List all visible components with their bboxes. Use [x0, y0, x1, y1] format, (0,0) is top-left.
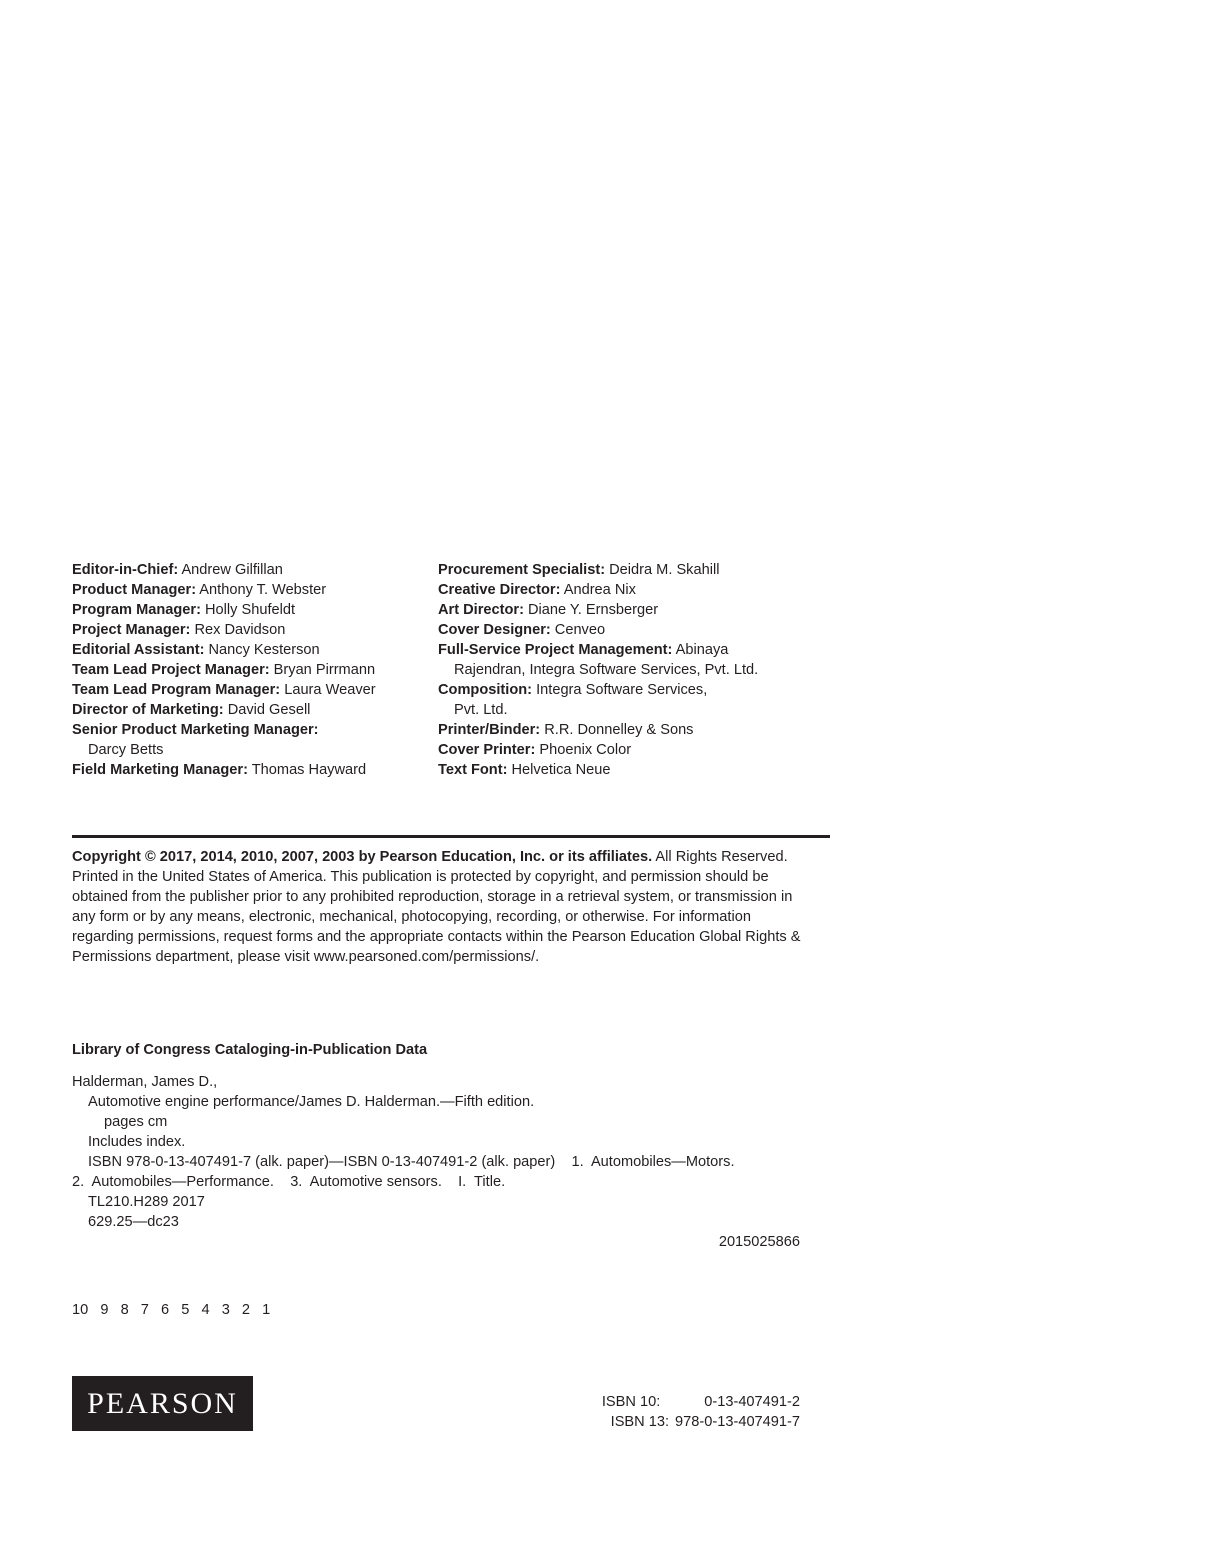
credit-name: Bryan Pirrmann [269, 662, 376, 678]
credit-role: Cover Designer: [438, 622, 551, 638]
credits-left-column [72, 560, 422, 780]
credit-line [72, 600, 422, 620]
credit-name-continued: Rajendran, Integra Software Services, Pvt. Ltd. [454, 662, 759, 678]
credit-line [438, 600, 818, 620]
credit-role: Director of Marketing: [72, 702, 224, 718]
credit-line [72, 660, 422, 680]
credit-name: Abinaya [672, 642, 729, 658]
isbn13-label: ISBN 13: [610, 1414, 670, 1430]
credit-name: David Gesell [223, 702, 311, 718]
isbn10-label: ISBN 10: [601, 1394, 661, 1410]
credit-line [72, 760, 422, 780]
credit-line [72, 640, 422, 660]
credit-line [72, 620, 422, 640]
credit-role: Project Manager: [72, 622, 191, 638]
credit-role: Field Marketing Manager: [72, 762, 248, 778]
credit-line [438, 760, 818, 780]
credit-line [438, 740, 818, 760]
credit-name: Andrew Gilfillan [178, 562, 283, 578]
credit-role: Team Lead Project Manager: [72, 662, 270, 678]
credit-line [438, 580, 818, 600]
credits-right-column [438, 560, 818, 780]
cip-lc-class: TL210.H289 2017 [88, 1194, 205, 1210]
credit-name: Thomas Hayward [247, 762, 367, 778]
isbn10-row [560, 1392, 800, 1412]
credit-name: Phoenix Color [535, 742, 632, 758]
printing-line: 10 9 8 7 6 5 4 3 2 1 [72, 1302, 271, 1318]
section-divider [72, 835, 830, 838]
credit-name: Rex Davidson [190, 622, 286, 638]
credit-line [438, 680, 818, 700]
credit-role: Creative Director: [438, 582, 561, 598]
pearson-logo [72, 1376, 253, 1431]
credit-line [72, 720, 422, 740]
credit-line [438, 620, 818, 640]
credit-name: Cenveo [550, 622, 606, 638]
credit-name: Integra Software Services, [532, 682, 708, 698]
credit-line [72, 680, 422, 700]
credit-name: Deidra M. Skahill [605, 562, 720, 578]
credit-role: Full-Service Project Management: [438, 642, 673, 658]
credit-line [72, 700, 422, 720]
cip-isbn-line: ISBN 978-0-13-407491-7 (alk. paper)—ISBN 0-13-407491-2 (alk. paper) 1. Automobiles—Motors. [88, 1154, 735, 1170]
credit-role: Senior Product Marketing Manager: [72, 722, 319, 738]
copyright-text: All Rights Reserved. Printed in the United States of America. This publication is protected by copyright, and permission should be obtained from the publisher prior to any prohibited reproduction, storage in a retrieval system, or transmission in any form or by any means, electronic, mechanical, photocopying, recording, or otherwise. For information regarding permissions, request forms and the appropriate contacts within the Pearson Education Global Rights & Permissions department, please visit www.pearsoned.com/permissions/. [72, 849, 801, 965]
credit-role: Text Font: [438, 762, 508, 778]
cip-pages: pages cm [104, 1114, 168, 1130]
credit-name: Diane Y. Ernsberger [523, 602, 659, 618]
cip-dewey: 629.25—dc23 [88, 1214, 179, 1230]
credit-name-continued: Darcy Betts [88, 742, 164, 758]
lccn-number: 2015025866 [718, 1234, 800, 1250]
copyright-notice [72, 847, 812, 967]
isbn10-value: 0-13-407491-2 [704, 1394, 800, 1410]
credit-role: Editor-in-Chief: [72, 562, 179, 578]
credit-role: Editorial Assistant: [72, 642, 205, 658]
credit-name: Laura Weaver [280, 682, 376, 698]
cip-subjects: 2. Automobiles—Performance. 3. Automotive sensors. I. Title. [72, 1174, 506, 1190]
isbn13-row [560, 1412, 800, 1432]
cip-author: Halderman, James D., [72, 1074, 218, 1090]
credit-name: R.R. Donnelley & Sons [540, 722, 694, 738]
cip-title: Automotive engine performance/James D. Halderman.—Fifth edition. [88, 1094, 535, 1110]
credit-name-continued: Pvt. Ltd. [454, 702, 508, 718]
credit-name: Andrea Nix [560, 582, 636, 598]
isbn13-value: 978-0-13-407491-7 [675, 1414, 800, 1430]
credit-line [438, 640, 818, 660]
logo-text: PEARSON [87, 1386, 238, 1420]
isbn-block [560, 1392, 800, 1432]
credit-role: Product Manager: [72, 582, 197, 598]
cip-heading: Library of Congress Cataloging-in-Publication Data [72, 1042, 428, 1058]
credit-role: Printer/Binder: [438, 722, 541, 738]
cip-block [72, 1072, 812, 1232]
credit-role: Art Director: [438, 602, 524, 618]
credit-role: Procurement Specialist: [438, 562, 606, 578]
copyright-holder: Copyright © 2017, 2014, 2010, 2007, 2003 by Pearson Education, Inc. or its affiliates. [72, 849, 653, 865]
credit-line [72, 580, 422, 600]
credit-name: Helvetica Neue [507, 762, 611, 778]
cip-index-note: Includes index. [88, 1134, 186, 1150]
credit-role: Program Manager: [72, 602, 201, 618]
credit-line [438, 720, 818, 740]
credit-name: Holly Shufeldt [200, 602, 296, 618]
credit-name: Nancy Kesterson [204, 642, 320, 658]
credit-role: Cover Printer: [438, 742, 536, 758]
credit-role: Composition: [438, 682, 533, 698]
credit-role: Team Lead Program Manager: [72, 682, 281, 698]
credit-line [72, 560, 422, 580]
credit-line [438, 560, 818, 580]
credit-name: Anthony T. Webster [196, 582, 327, 598]
